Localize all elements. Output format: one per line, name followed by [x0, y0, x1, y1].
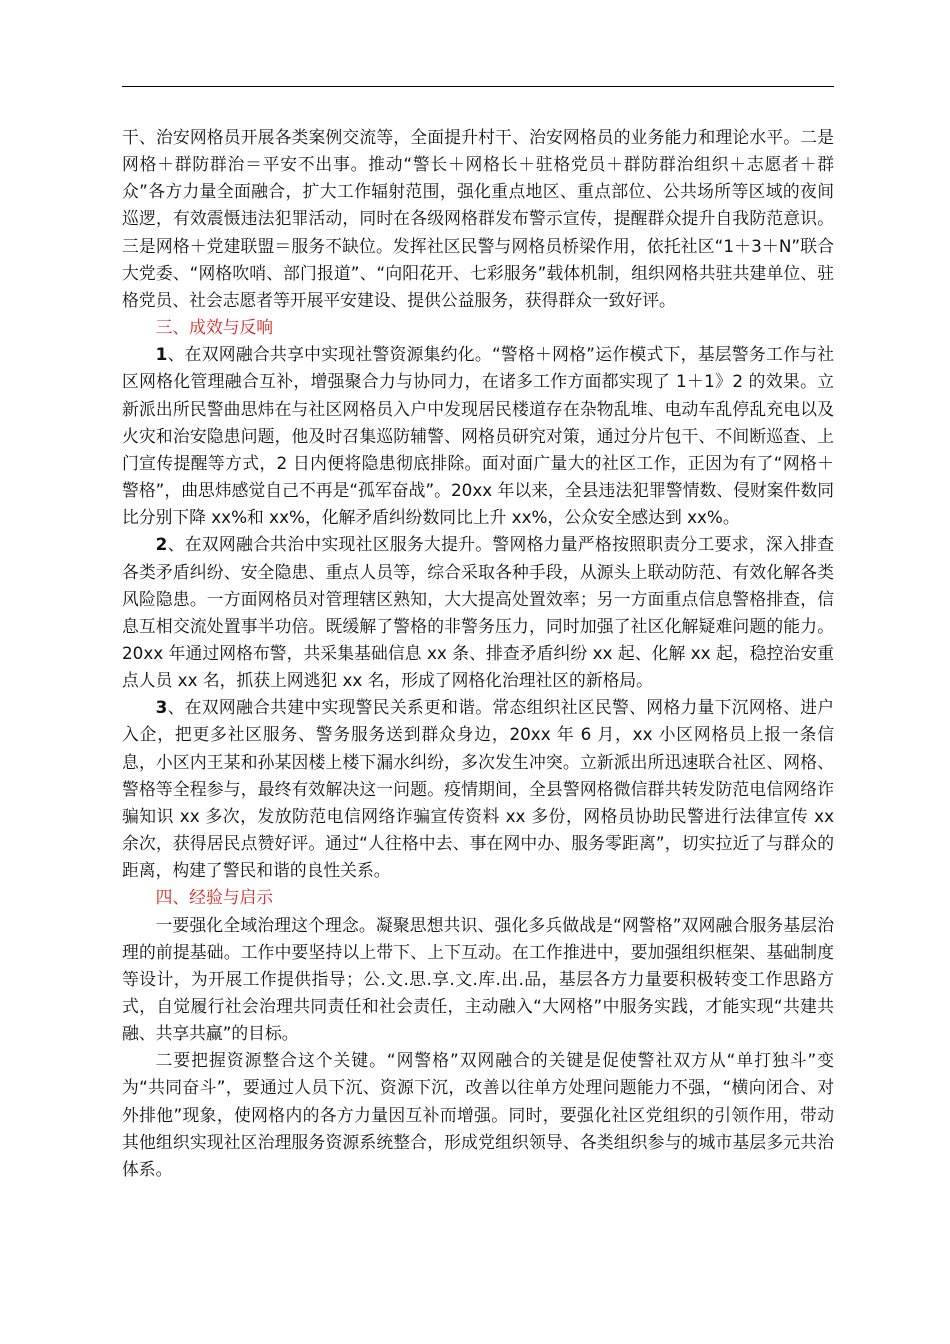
item-number: 1 [155, 344, 168, 365]
paragraph-result-3 [122, 694, 834, 884]
item-number: 2 [155, 534, 168, 555]
paragraph-result-1 [122, 341, 834, 531]
document-body [122, 124, 834, 1183]
item-number: 3 [155, 697, 168, 718]
header-rule [122, 86, 834, 87]
paragraph-text: 、在双网融合共享中实现社警资源集约化。“警格＋网格”运作模式下，基层警务工作与社区网格化管理融合互补，增强聚合力与协同力，在诸多工作方面都实现了 1＋1》2 的效果。立新派出所民警曲思炜在与社区网格员入户中发现居民楼道存在杂物乱堆、电动车乱停乱充电以及火灾和治安隐患问题，他及时召集巡防辅警、网格员研究对策，通过分片包干、不间断巡查、上门宣传提醒等方式，2 日内便将隐患彻底排除。面对面广量大的社区工作，正因为有了“网格＋警格”，曲思炜感觉自己不再是“孤军奋战”。20xx 年以来，全县违法犯罪警情数、侵财案件数同比分别下降 xx%和 xx%，化解矛盾纠纷数同比上升 xx%，公众安全感达到 xx%。 [122, 344, 834, 528]
paragraph-text: 、在双网融合共建中实现警民关系更和谐。常态组织社区民警、网格力量下沉网格、进户入企，把更多社区服务、警务服务送到群众身边，20xx 年 6 月，xx 小区网格员上报一条信息，小区内王某和孙某因楼上楼下漏水纠纷，多次发生冲突。立新派出所迅速联合社区、网格、警格等全程参与，最终有效解决这一问题。疫情期间，全县警网格微信群共转发防范电信网络诈骗知识 xx 多次，发放防范电信网络诈骗宣传资料 xx 多份，网格员协助民警进行法律宣传 xx 余次，获得居民点赞好评。通过“人往格中去、事在网中办、服务零距离”，切实拉近了与群众的距离，构建了警民和谐的良性关系。 [122, 697, 834, 881]
paragraph-lesson-2: 二要把握资源整合这个关键。“网警格”双网融合的关键是促使警社双方从“单打独斗”变为“共同奋斗”，要通过人员下沉、资源下沉，改善以往单方处理问题能力不强，“横向闭合、对外排他”现象，使网格内的各方力量因互补而增强。同时，要强化社区党组织的引领作用，带动其他组织实现社区治理服务资源系统整合，形成党组织领导、各类组织参与的城市基层多元共治体系。 [122, 1050, 834, 1179]
paragraph-continuation: 干、治安网格员开展各类案例交流等，全面提升村干、治安网格员的业务能力和理论水平。二是网格＋群防群治＝平安不出事。推动“警长＋网格长＋驻格党员＋群防群治组织＋志愿者＋群众”各方力量全面融合，扩大工作辐射范围，强化重点地区、重点部位、公共场所等区域的夜间巡逻，有效震慑违法犯罪活动，同时在各级网格群发布警示宣传，提醒群众提升自我防范意识。三是网格＋党建联盟＝服务不缺位。发挥社区民警与网格员桥梁作用，依托社区“1＋3＋N”联合大党委、“网格吹哨、部门报道”、“向阳花开、七彩服务”载体机制，组织网格共驻共建单位、驻格党员、社会志愿者等开展平安建设、提供公益服务，获得群众一致好评。 [122, 127, 834, 310]
paragraph-text: 、在双网融合共治中实现社区服务大提升。警网格力量严格按照职责分工要求，深入排查各类矛盾纠纷、安全隐患、重点人员等，综合采取各种手段，从源头上联动防范、有效化解各类风险隐患。一方面网格员对管理辖区熟知，大大提高处置效率；另一方面重点信息警格排查，信息互相交流处置事半功倍。既缓解了警格的非警务压力，同时加强了社区化解疑难问题的能力。20xx 年通过网格布警，共采集基础信息 xx 条、排查矛盾纠纷 xx 起、化解 xx 起，稳控治安重点人员 xx 名，抓获上网逃犯 xx 名，形成了网格化治理社区的新格局。 [122, 534, 834, 691]
section-heading-lessons: 四、经验与启示 [155, 887, 274, 908]
section-heading-results: 三、成效与反响 [155, 317, 274, 338]
paragraph-result-2 [122, 531, 834, 694]
paragraph-lesson-1: 一要强化全域治理这个理念。凝聚思想共识、强化多兵做战是“网警格”双网融合服务基层治理的前提基础。工作中要坚持以上带下、上下互动。在工作推进中，要加强组织框架、基础制度等设计，为开展工作提供指导；公.文.思.享.文.库.出.品，基层各方力量要积极转变工作思路方式，自觉履行社会治理共同责任和社会责任，主动融入“大网格”中服务实践，才能实现“共建共融、共享共赢”的目标。 [122, 914, 834, 1044]
